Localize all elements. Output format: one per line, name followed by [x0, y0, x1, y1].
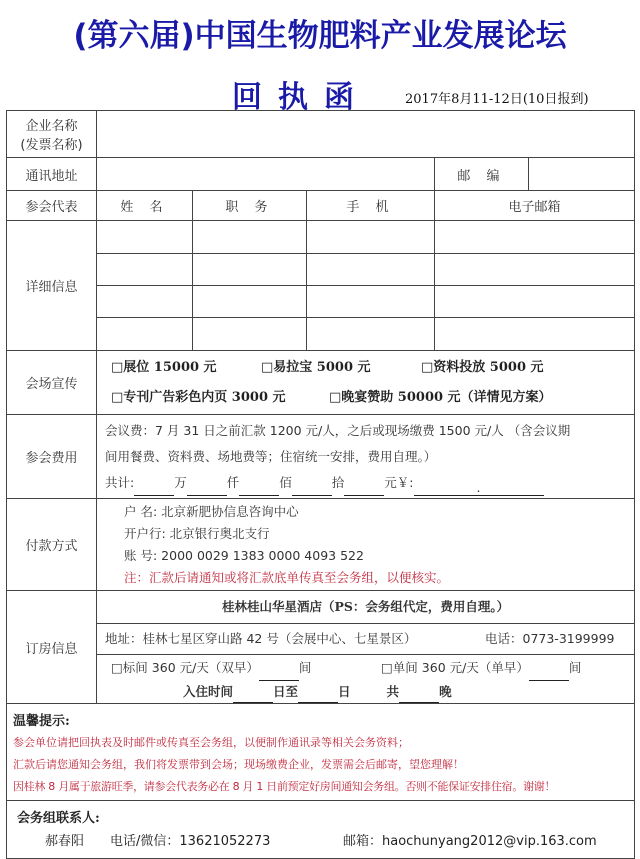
zip-field[interactable] — [529, 158, 635, 191]
tip-item: 参会单位请把回执表及时邮件或传真至会务组，以便制作通讯录等相关会务资料； — [13, 736, 409, 749]
tips-title: 温馨提示: — [13, 714, 70, 729]
zip-label: 邮 编 — [435, 158, 529, 191]
contact-email: 邮箱：haochunyang2012@vip.163.com — [343, 833, 597, 849]
promo-banner[interactable]: □易拉宝 5000 元 — [261, 359, 371, 375]
payment-note: 注：汇款后请通知或将汇款底单传真至会务组，以便核实。 — [124, 569, 450, 585]
contact-title: 会务组联系人: — [17, 810, 100, 826]
email-cell[interactable] — [435, 221, 635, 254]
hotel-name: 桂林桂山华星酒店（PS：会务组代定，费用自理。） — [97, 591, 634, 624]
email-cell[interactable] — [435, 318, 635, 351]
room-standard[interactable]: □标间 360 元/天（双早） 间 — [111, 655, 381, 681]
name-cell[interactable] — [97, 254, 193, 286]
hotel-phone: 电话：0773-3199999 — [485, 631, 615, 646]
address-label: 通讯地址 — [7, 158, 97, 191]
col-email: 电子邮箱 — [435, 191, 635, 221]
title-cell[interactable] — [193, 221, 307, 254]
email-cell[interactable] — [435, 254, 635, 286]
account-number: 账 号: 2000 0029 1383 0000 4093 522 — [124, 547, 364, 563]
promo-booth[interactable]: □展位 15000 元 — [111, 359, 217, 375]
registration-form — [6, 110, 635, 859]
fee-text-2: 间用餐费、资料费、场地费等；住宿统一安排，费用自理。） — [105, 448, 437, 464]
tip-item: 汇款后请您通知会务组，我们将发票带到会场；现场缴费企业，发票需会后邮寄，望您理解！ — [13, 758, 464, 771]
checkin-dates[interactable]: 入住时间 日至 日 共 晚 — [97, 681, 634, 703]
promo-dinner[interactable]: □晚宴赞助 50000 元（详情见方案） — [329, 389, 552, 405]
col-phone: 手 机 — [307, 191, 435, 221]
hotel-label: 订房信息 — [7, 591, 97, 704]
name-cell[interactable] — [97, 286, 193, 318]
promo-ad[interactable]: □专刊广告彩色内页 3000 元 — [111, 389, 286, 405]
company-label: 企业名称 (发票名称) — [7, 111, 97, 158]
promo-material[interactable]: □资料投放 5000 元 — [421, 359, 544, 375]
event-date: 2017年8月11-12日(10日报到) — [405, 92, 589, 107]
bank-name: 开户行: 北京银行奥北支行 — [124, 525, 270, 541]
phone-cell[interactable] — [307, 221, 435, 254]
title-cell[interactable] — [193, 318, 307, 351]
contact-phone: 电话/微信：13621052273 — [110, 833, 271, 849]
account-name: 户 名: 北京新肥协信息咨询中心 — [124, 503, 299, 519]
contact-name: 郝春阳 — [45, 833, 85, 849]
fee-total[interactable]: 共计: 万 仟 佰 拾 元￥: . — [105, 470, 634, 496]
form-subtitle: 回执函 — [232, 80, 370, 115]
detail-label: 详细信息 — [7, 221, 97, 351]
payment-label: 付款方式 — [7, 499, 97, 591]
tip-item: 因桂林 8 月属于旅游旺季，请参会代表务必在 8 月 1 日前预定好房间通知会务组。否则不能保证安排住宿。谢谢！ — [13, 780, 556, 793]
form-title: (第六届)中国生物肥料产业发展论坛 — [73, 18, 567, 54]
rep-label: 参会代表 — [7, 191, 97, 221]
title-cell[interactable] — [193, 254, 307, 286]
col-name: 姓 名 — [97, 191, 193, 221]
phone-cell[interactable] — [307, 318, 435, 351]
room-single[interactable]: □单间 360 元/天（单早） 间 — [381, 660, 581, 675]
fee-label: 参会费用 — [7, 415, 97, 499]
promo-label: 会场宣传 — [7, 351, 97, 415]
company-field[interactable] — [97, 111, 635, 158]
name-cell[interactable] — [97, 221, 193, 254]
title-cell[interactable] — [193, 286, 307, 318]
email-cell[interactable] — [435, 286, 635, 318]
phone-cell[interactable] — [307, 254, 435, 286]
hotel-address: 地址：桂林七星区穿山路 42 号（会展中心、七星景区） — [105, 631, 417, 646]
col-title: 职 务 — [193, 191, 307, 221]
fee-text-1: 会议费：7 月 31 日之前汇款 1200 元/人，之后或现场缴费 1500 元/人 （含会议期 — [105, 422, 571, 438]
name-cell[interactable] — [97, 318, 193, 351]
phone-cell[interactable] — [307, 286, 435, 318]
address-field[interactable] — [97, 158, 435, 191]
